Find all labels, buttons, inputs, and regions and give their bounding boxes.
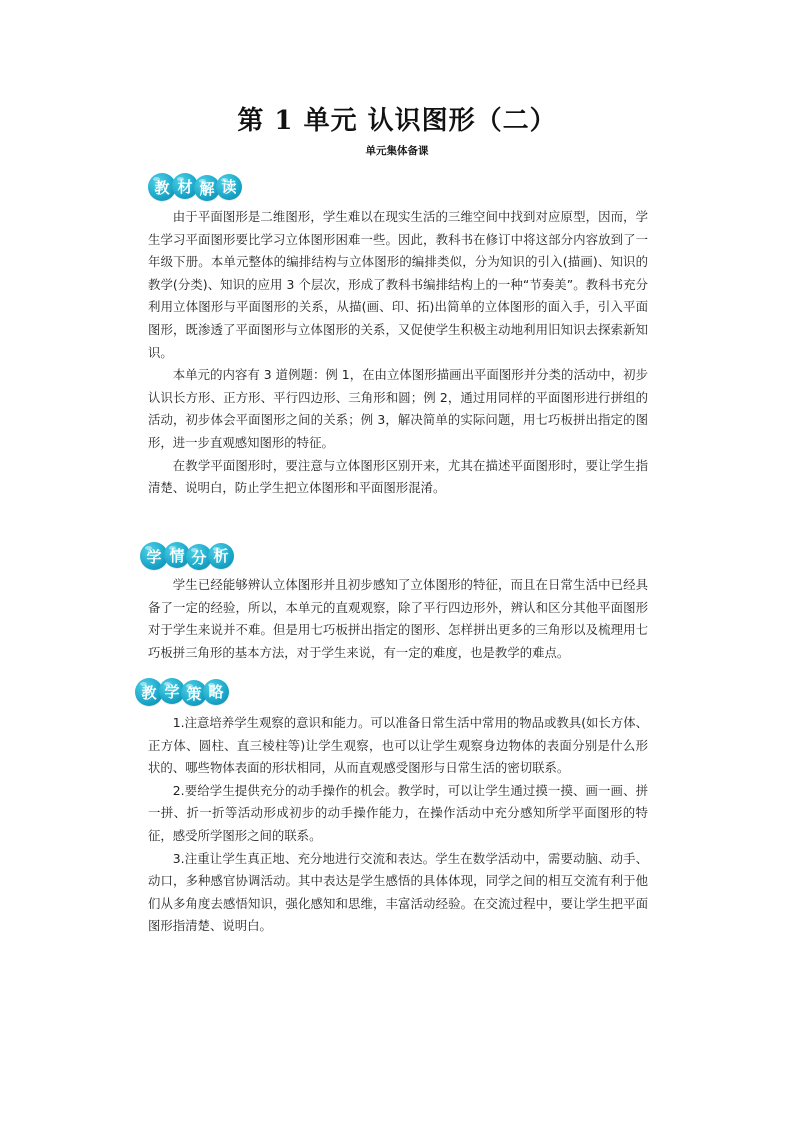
- paragraph: 本单元的内容有 3 道例题：例 1，在由立体图形描画出平面图形并分类的活动中，初步认识长方形、正方形、平行四边形、三角形和圆；例 2，通过用同样的平面图形进行拼组的活动，初步体会平面图形之间的关系；例 3，解决简单的实际问题，用七巧板拼出指定的图形，进一步直观感知图形的特征。: [148, 367, 648, 450]
- heading-char: 学: [159, 678, 185, 704]
- heading-char: 学: [140, 542, 168, 570]
- heading-char: 读: [216, 174, 242, 200]
- section-heading-student-analysis: [140, 541, 230, 571]
- heading-char: 情: [164, 542, 190, 568]
- paragraph: 3.注重让学生真正地、充分地进行交流和表达。学生在数学活动中，需要动脑、动手、动口，多种感官协调活动。其中表达是学生感悟的具体体现，同学之间的相互交流有利于他们从多角度去感悟知识，强化感知和思维，丰富活动经验。在交流过程中，要让学生把平面图形指清楚、说明白。: [148, 850, 648, 934]
- heading-char: 析: [208, 543, 234, 569]
- paragraph: 2.要给学生提供充分的动手操作的机会。教学时，可以让学生通过摸一摸、画一画、拼一拼、折一折等活动形成初步的动手操作能力，在操作活动中充分感知所学平面图形的特征，感受所学图形之间的联系。: [148, 782, 648, 843]
- section-body-textbook-analysis: [148, 206, 648, 500]
- heading-char: 策: [181, 680, 207, 706]
- heading-char: 解: [194, 175, 220, 201]
- paragraph: 在教学平面图形时，要注意与立体图形区别开来，尤其在描述平面图形时，要让学生指清楚、说明白，防止学生把立体图形和平面图形混淆。: [148, 457, 648, 496]
- heading-char: 教: [148, 173, 176, 201]
- section-body-student-analysis: [148, 574, 648, 664]
- paragraph: 学生已经能够辨认立体图形并且初步感知了立体图形的特征，而且在日常生活中已经具备了一定的经验，所以，本单元的直观观察，除了平行四边形外，辨认和区分其他平面图形对于学生来说并不难。但是用七巧板拼出指定的图形、怎样拼出更多的三角形以及梳理用七巧板拼三角形的基本方法，对于学生来说，有一定的难度，也是教学的难点。: [148, 577, 648, 660]
- paragraph: 1.注意培养学生观察的意识和能力。可以准备日常生活中常用的物品或教具(如长方体、正方体、圆柱、直三棱柱等)让学生观察，也可以让学生观察身边物体的表面分别是什么形状的、哪些物体表面的形状相同，从而直观感受图形与日常生活的密切联系。: [148, 715, 648, 776]
- section-body-teaching-strategy: [148, 712, 648, 938]
- page-subtitle: 单元集体备课: [365, 145, 429, 157]
- section-heading-textbook-analysis: [148, 172, 238, 202]
- page-title: 第 1 单元 认识图形（二）: [237, 106, 557, 136]
- heading-char: 分: [186, 544, 212, 570]
- paragraph: 由于平面图形是二维图形，学生难以在现实生活的三维空间中找到对应原型，因而，学生学习平面图形要比学习立体图形困难一些。因此，教科书在修订中将这部分内容放到了一年级下册。本单元整体的编排结构与立体图形的编排类似，分为知识的引入(描画)、知识的教学(分类)、知识的应用 3 个层次，形成了教科书编排结构上的一种“节奏美”。教科书充分利用立体图形与平面图形的关系，从描(画、印、拓)出简单的立体图形的面入手，引入平面图形，既渗透了平面图形与立体图形的关系，又促使学生积极主动地利用旧知识去探索新知识。: [148, 209, 648, 360]
- section-heading-teaching-strategy: [135, 677, 225, 707]
- heading-char: 教: [135, 678, 163, 706]
- heading-char: 材: [172, 173, 198, 199]
- heading-char: 略: [203, 679, 229, 705]
